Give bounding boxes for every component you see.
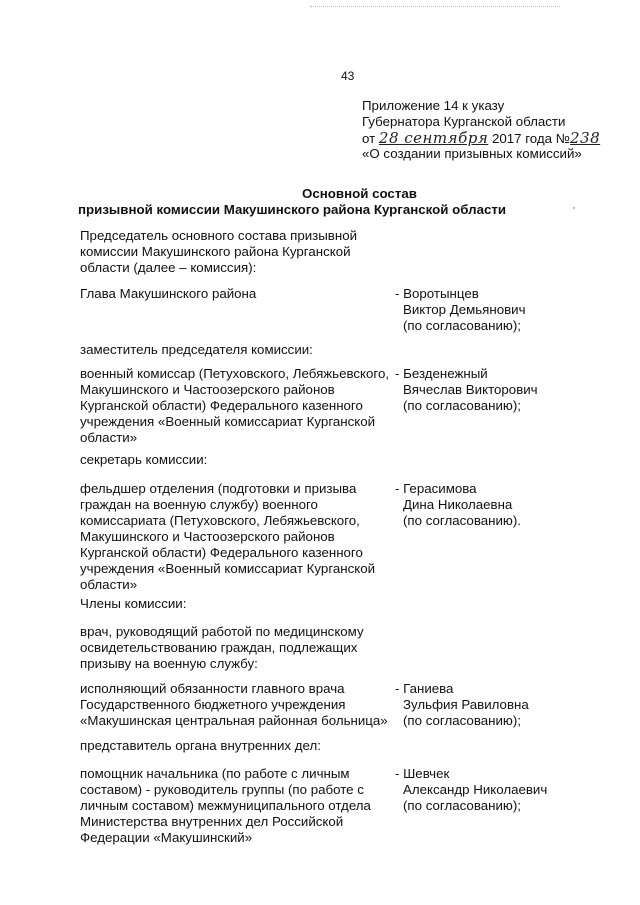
text-line: Курганской области) Федерального казенного bbox=[80, 545, 363, 560]
text-line: области» bbox=[80, 577, 138, 592]
person-surname: - Ганиева bbox=[395, 681, 454, 696]
person-note: (по согласованию); bbox=[403, 798, 521, 813]
doctor-header bbox=[80, 624, 392, 672]
text-line: Федерации «Макушинский» bbox=[80, 830, 253, 845]
person-name: Виктор Демьянович bbox=[403, 302, 526, 317]
document-title bbox=[0, 186, 640, 218]
person-surname: - Безденежный bbox=[395, 366, 488, 381]
text-line: Члены комиссии: bbox=[80, 596, 187, 611]
text-line: личным составом) межмуниципального отдела bbox=[80, 798, 371, 813]
page-number: 43 bbox=[341, 69, 355, 83]
text-line: Макушинского и Частоозерского районов bbox=[80, 382, 335, 397]
person-note: (по согласованию); bbox=[403, 713, 521, 728]
text-line: представитель органа внутренних дел: bbox=[80, 738, 321, 753]
text-line: комиссии Макушинского района Курганской bbox=[80, 244, 351, 259]
person-name: Александр Николаевич bbox=[403, 782, 548, 797]
chairman-header bbox=[80, 228, 392, 276]
members-header bbox=[80, 596, 392, 612]
position-text bbox=[80, 481, 392, 593]
text-line: Министерства внутренних дел Российской bbox=[80, 814, 344, 829]
scan-artifact bbox=[310, 6, 560, 9]
text-line: помощник начальника (по работе с личным bbox=[80, 766, 350, 781]
annex-line-date bbox=[362, 130, 632, 146]
title-line: призывной комиссии Макушинского района Курганской области bbox=[78, 202, 507, 217]
person-note: (по согласованию). bbox=[403, 513, 521, 528]
position-text bbox=[80, 366, 392, 446]
scan-mark: ' bbox=[573, 206, 575, 217]
secretary-header bbox=[80, 452, 392, 468]
annex-line: Приложение 14 к указу bbox=[362, 98, 505, 113]
text-line: Глава Макушинского района bbox=[80, 286, 257, 301]
person-note: (по согласованию); bbox=[403, 318, 521, 333]
text-line: призыву на военную службу: bbox=[80, 656, 258, 671]
annex-line: «О создании призывных комиссий» bbox=[362, 146, 582, 161]
person-block bbox=[395, 766, 595, 814]
text-line: Председатель основного состава призывной bbox=[80, 228, 358, 243]
text-line: освидетельствованию граждан, подлежащих bbox=[80, 640, 358, 655]
text-line: области (далее – комиссия): bbox=[80, 260, 257, 275]
text-line: врач, руководящий работой по медицинскому bbox=[80, 624, 364, 639]
annex-line: Губернатора Курганской области bbox=[362, 114, 566, 129]
handwritten-date: 28 сентября bbox=[378, 129, 489, 147]
person-block bbox=[395, 286, 595, 334]
person-note: (по согласованию); bbox=[403, 398, 521, 413]
annex-year: 2017 года № bbox=[491, 131, 571, 146]
text-line: Курганской области) Федерального казенного bbox=[80, 398, 363, 413]
person-block bbox=[395, 681, 595, 729]
title-line: Основной состав bbox=[302, 186, 417, 201]
text-line: секретарь комиссии: bbox=[80, 452, 208, 467]
person-surname: - Воротынцев bbox=[395, 286, 479, 301]
text-line: «Макушинская центральная районная больница» bbox=[80, 713, 388, 728]
text-line: военный комиссар (Петуховского, Лебяжьевского, bbox=[80, 366, 390, 381]
position-text bbox=[80, 681, 392, 729]
person-block bbox=[395, 481, 595, 529]
person-name: Дина Николаевна bbox=[403, 497, 513, 512]
person-surname: - Шевчек bbox=[395, 766, 450, 781]
text-line: заместитель председателя комиссии: bbox=[80, 342, 313, 357]
person-name: Зульфия Равиловна bbox=[403, 697, 529, 712]
text-line: учреждения «Военный комиссариат Курганской bbox=[80, 561, 376, 576]
text-line: фельдшер отделения (подготовки и призыва bbox=[80, 481, 357, 496]
deputy-header bbox=[80, 342, 392, 358]
text-line: Макушинского и Частоозерского районов bbox=[80, 529, 335, 544]
text-line: комиссариата (Петуховского, Лебяжьевского, bbox=[80, 513, 360, 528]
position-text bbox=[80, 286, 392, 302]
position-text bbox=[80, 766, 392, 846]
person-block bbox=[395, 366, 595, 414]
text-line: исполняющий обязанности главного врача bbox=[80, 681, 345, 696]
person-name: Вячеслав Викторович bbox=[403, 382, 538, 397]
text-line: области» bbox=[80, 430, 138, 445]
text-line: граждан на военную службу) военного bbox=[80, 497, 318, 512]
text-line: учреждения «Военный комиссариат Курганской bbox=[80, 414, 376, 429]
annex-prefix: от bbox=[362, 131, 376, 146]
text-line: составом) - руководитель группы (по работе с bbox=[80, 782, 364, 797]
person-surname: - Герасимова bbox=[395, 481, 477, 496]
annex-header bbox=[362, 98, 632, 162]
text-line: Государственного бюджетного учреждения bbox=[80, 697, 346, 712]
police-header bbox=[80, 738, 392, 754]
handwritten-number: 238 bbox=[570, 129, 601, 147]
